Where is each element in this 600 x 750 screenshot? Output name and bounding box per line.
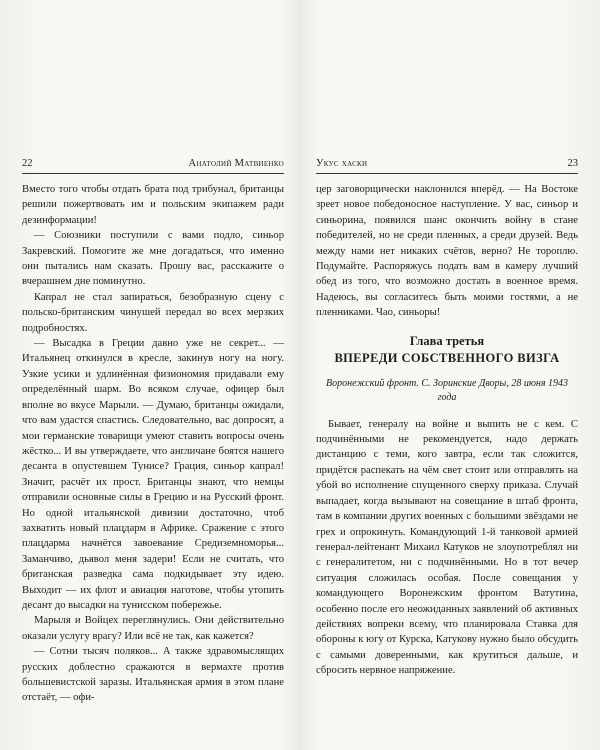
running-head-left [22,158,284,174]
paragraph: — Союзники поступили с вами подло, синьор Закревский. Помогите же мне догадаться, что именно они пытались нам сказать. Прошу вас, расскажите о вчерашнем дне поминутно. [22,230,284,288]
chapter-heading [316,333,578,367]
page-number-right: 23 [567,158,578,169]
page-number-left: 22 [22,158,33,169]
left-page [22,158,284,706]
right-page-chapter-text [316,417,578,679]
chapter-title: ВПЕРЕДИ СОБСТВЕННОГО ВИЗГА [334,350,560,365]
running-head-author: Анатолий Матвиенко [188,158,284,169]
left-page-text [22,182,284,706]
paragraph: Вместо того чтобы отдать брата под трибунал, британцы решили пожертвовать им и польским экипажем ради дезинформации! [22,184,284,226]
right-page [316,158,578,679]
running-head-title: Укус хаски [316,158,368,169]
paragraph: — Высадка в Греции давно уже не секрет... — Итальянец откинулся в кресле, закинув ногу на ногу. Узкие усики и удлинённая физиономия придавали ему определённый шарм. Во всяком случае, офицер был вполне во вкусе Марыли. — Думаю, британцы ожидали, что вам удастся спастись. Следовательно, вас допросят, а мои германские товарищи умеют ставить вопросы очень жёстко... И вы утверждаете, что англичане боятся нашего десанта в опустевшем Тунисе? Грация, синьор капрал! Значит, расчёт их прост. Британцы знают, что немцы отправили основные силы в Грецию и на Русский фронт. Но одной итальянской дивизии достаточно, чтоб захватить новый плацдарм в Африке. Сражение с этого плацдарма начнётся завоевание Средиземноморья... Заманчиво, дьявол меня задери! Если не считать, что британская разведка сама подкидывает эту идею. Выходит — их флот и авиация наготове, чтобы утопить десант до высадки на тунисском побережье. [22,338,284,611]
chapter-epigraph: Воронежский фронт. С. Зоринские Дворы, 28 июня 1943 года [326,377,568,403]
running-head-right [316,158,578,174]
paragraph: Капрал не стал запираться, безобразную сцену с польско-британским чинушей передал во всех мерзких подробностях. [22,291,284,334]
chapter-number: Глава третья [409,333,485,348]
paragraph: — Сотни тысяч поляков... А также здравомыслящих русских доблестно сражаются в вермахте против большевистской заразы. Итальянская армия в этом плане отстаёт, — офи- [22,646,284,704]
paragraph: Бывает, генералу на войне и выпить не с кем. С подчинёнными не рекомендуется, надо держать дистанцию с теми, кого завтра, если так сложится, придётся распекать на чём свет стоит или отправлять на убой во исполнение спущенного сверху приказа. Случай выпадает, когда вызывают на совещание в штаб фронта, там в компании других военных с большими звёздами не грех и опрокинуть. Командующий 1-й танковой армией генерал-лейтенант Михаил Катуков не злоупотреблял ни с генералитетом, ни с подчинёнными. Но в тот вечер ситуация сложилась особая. После совещания у командующего Воронежским фронтом Ватутина, особенно после его неожиданных заявлений об активных действиях вопреки всему, что планировала Ставка для обороны к югу от Курска, Катукову нужно было обсудить с самыми доверенными, как крутиться дальше, и сбросить нервное напряжение. [316,418,578,677]
right-page-text [316,182,578,321]
paragraph: Марыля и Войцех переглянулись. Они действительно оказали услугу врагу? Или всё не так, как кажется? [22,615,284,642]
paragraph: цер заговорщически наклонился вперёд. — На Востоке зреет новое победоносное наступление. У вас, синьор и синьорина, появился шанс окончить войну в стане победителей, но не среди пленных, а среди друзей. Ведь между нами нет никаких счётов, верно? Не тороплю. Подумайте. Распоряжусь подать вам в камеру лучший обед из того, что возможно достать в военное время. Надеюсь, вы согласитесь быть моими гостями, а не пленниками. Чао, синьоры! [316,184,578,319]
